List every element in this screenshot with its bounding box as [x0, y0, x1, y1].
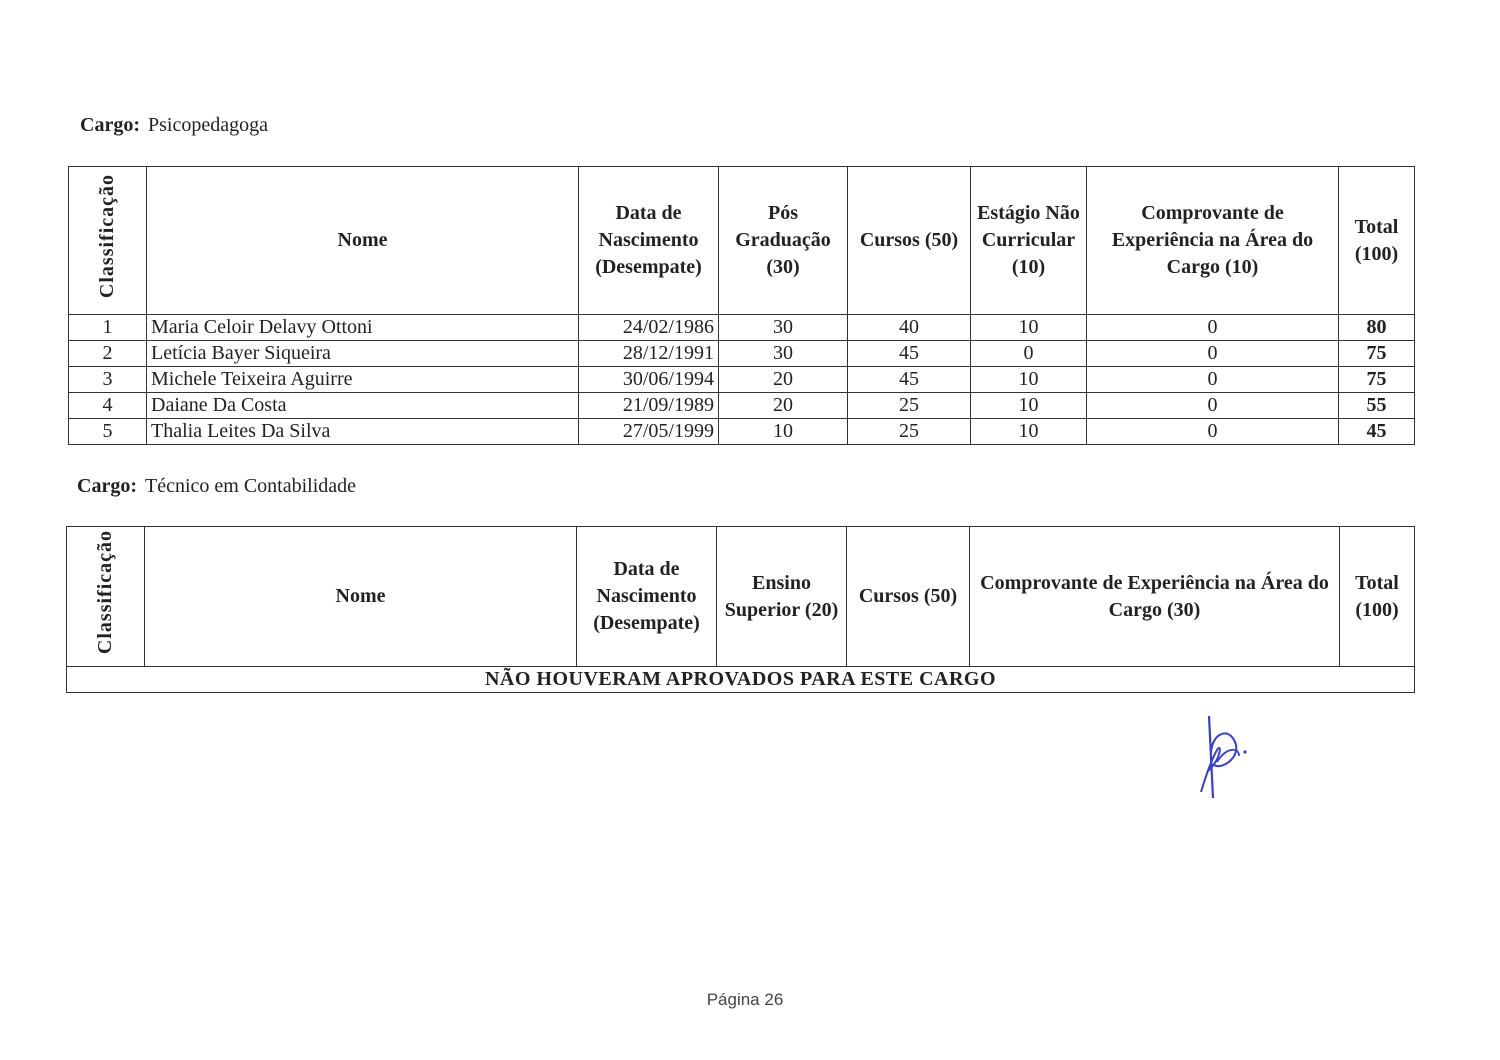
- table-row: [69, 367, 1415, 393]
- cell-comprovante: 0: [1087, 315, 1339, 341]
- cell-total: 55: [1339, 393, 1415, 419]
- empty-row: [67, 667, 1415, 693]
- cargo-label: Cargo:: [80, 114, 140, 136]
- cell-comprovante: 0: [1087, 393, 1339, 419]
- cell-estagio: 10: [971, 367, 1087, 393]
- cargo-value: Psicopedagoga: [147, 114, 268, 136]
- signature: [1195, 712, 1255, 809]
- header-classificacao: Classificação: [67, 527, 145, 667]
- header-row: [69, 167, 1415, 315]
- cell-classificacao: 1: [69, 315, 147, 341]
- header-nome: Nome: [147, 167, 579, 315]
- cell-estagio: 10: [971, 393, 1087, 419]
- cell-estagio: 0: [971, 341, 1087, 367]
- tecnico-contabilidade-results-table: [66, 526, 1415, 693]
- header-estagio: Estágio Não Curricular (10): [971, 167, 1087, 315]
- cell-cursos: 45: [848, 367, 971, 393]
- cell-cursos: 40: [848, 315, 971, 341]
- psicopedagoga-results-table: [68, 166, 1415, 445]
- cell-nome: Michele Teixeira Aguirre: [147, 367, 579, 393]
- header-classificacao: Classificação: [69, 167, 147, 315]
- cell-total: 80: [1339, 315, 1415, 341]
- cargo-label: Cargo:: [77, 475, 137, 497]
- no-approved-message: NÃO HOUVERAM APROVADOS PARA ESTE CARGO: [67, 667, 1415, 693]
- cell-comprovante: 0: [1087, 341, 1339, 367]
- signature-initials-drawing: [1195, 712, 1255, 804]
- cell-estagio: 10: [971, 419, 1087, 445]
- cell-cursos: 25: [848, 419, 971, 445]
- cell-classificacao: 4: [69, 393, 147, 419]
- header-total: Total (100): [1339, 167, 1415, 315]
- cell-pos-graduacao: 20: [719, 367, 848, 393]
- header-pos-graduacao: Pós Graduação (30): [719, 167, 848, 315]
- header-comprovante: Comprovante de Experiência na Área do Cargo (10): [1087, 167, 1339, 315]
- cell-data-nascimento: 27/05/1999: [579, 419, 719, 445]
- cell-pos-graduacao: 10: [719, 419, 848, 445]
- cell-total: 75: [1339, 341, 1415, 367]
- cargo-heading-tecnico-contabilidade: [77, 475, 356, 498]
- header-comprovante: Comprovante de Experiência na Área do Cargo (30): [970, 527, 1340, 667]
- cell-classificacao: 5: [69, 419, 147, 445]
- cell-classificacao: 3: [69, 367, 147, 393]
- cell-data-nascimento: 28/12/1991: [579, 341, 719, 367]
- table-row: [69, 341, 1415, 367]
- table-row: [69, 419, 1415, 445]
- cell-nome: Maria Celoir Delavy Ottoni: [147, 315, 579, 341]
- cell-nome: Letícia Bayer Siqueira: [147, 341, 579, 367]
- header-cursos: Cursos (50): [847, 527, 970, 667]
- cell-data-nascimento: 24/02/1986: [579, 315, 719, 341]
- cell-nome: Thalia Leites Da Silva: [147, 419, 579, 445]
- header-ensino-superior: Ensino Superior (20): [717, 527, 847, 667]
- cargo-heading-psicopedagoga: [80, 114, 268, 137]
- table-row: [69, 315, 1415, 341]
- cell-data-nascimento: 30/06/1994: [579, 367, 719, 393]
- cell-data-nascimento: 21/09/1989: [579, 393, 719, 419]
- cell-nome: Daiane Da Costa: [147, 393, 579, 419]
- header-cursos: Cursos (50): [848, 167, 971, 315]
- header-data-nascimento: Data de Nascimento (Desempate): [579, 167, 719, 315]
- cell-total: 75: [1339, 367, 1415, 393]
- header-data-nascimento: Data de Nascimento (Desempate): [577, 527, 717, 667]
- header-total: Total (100): [1340, 527, 1415, 667]
- cell-pos-graduacao: 20: [719, 393, 848, 419]
- cell-classificacao: 2: [69, 341, 147, 367]
- table-row: [69, 393, 1415, 419]
- cell-cursos: 45: [848, 341, 971, 367]
- cell-cursos: 25: [848, 393, 971, 419]
- cell-pos-graduacao: 30: [719, 315, 848, 341]
- page-number: Página 26: [706, 990, 784, 1009]
- cell-total: 45: [1339, 419, 1415, 445]
- header-nome: Nome: [145, 527, 577, 667]
- cargo-value: Técnico em Contabilidade: [144, 475, 357, 497]
- header-row: [67, 527, 1415, 667]
- cell-estagio: 10: [971, 315, 1087, 341]
- cell-pos-graduacao: 30: [719, 341, 848, 367]
- cell-comprovante: 0: [1087, 367, 1339, 393]
- cell-comprovante: 0: [1087, 419, 1339, 445]
